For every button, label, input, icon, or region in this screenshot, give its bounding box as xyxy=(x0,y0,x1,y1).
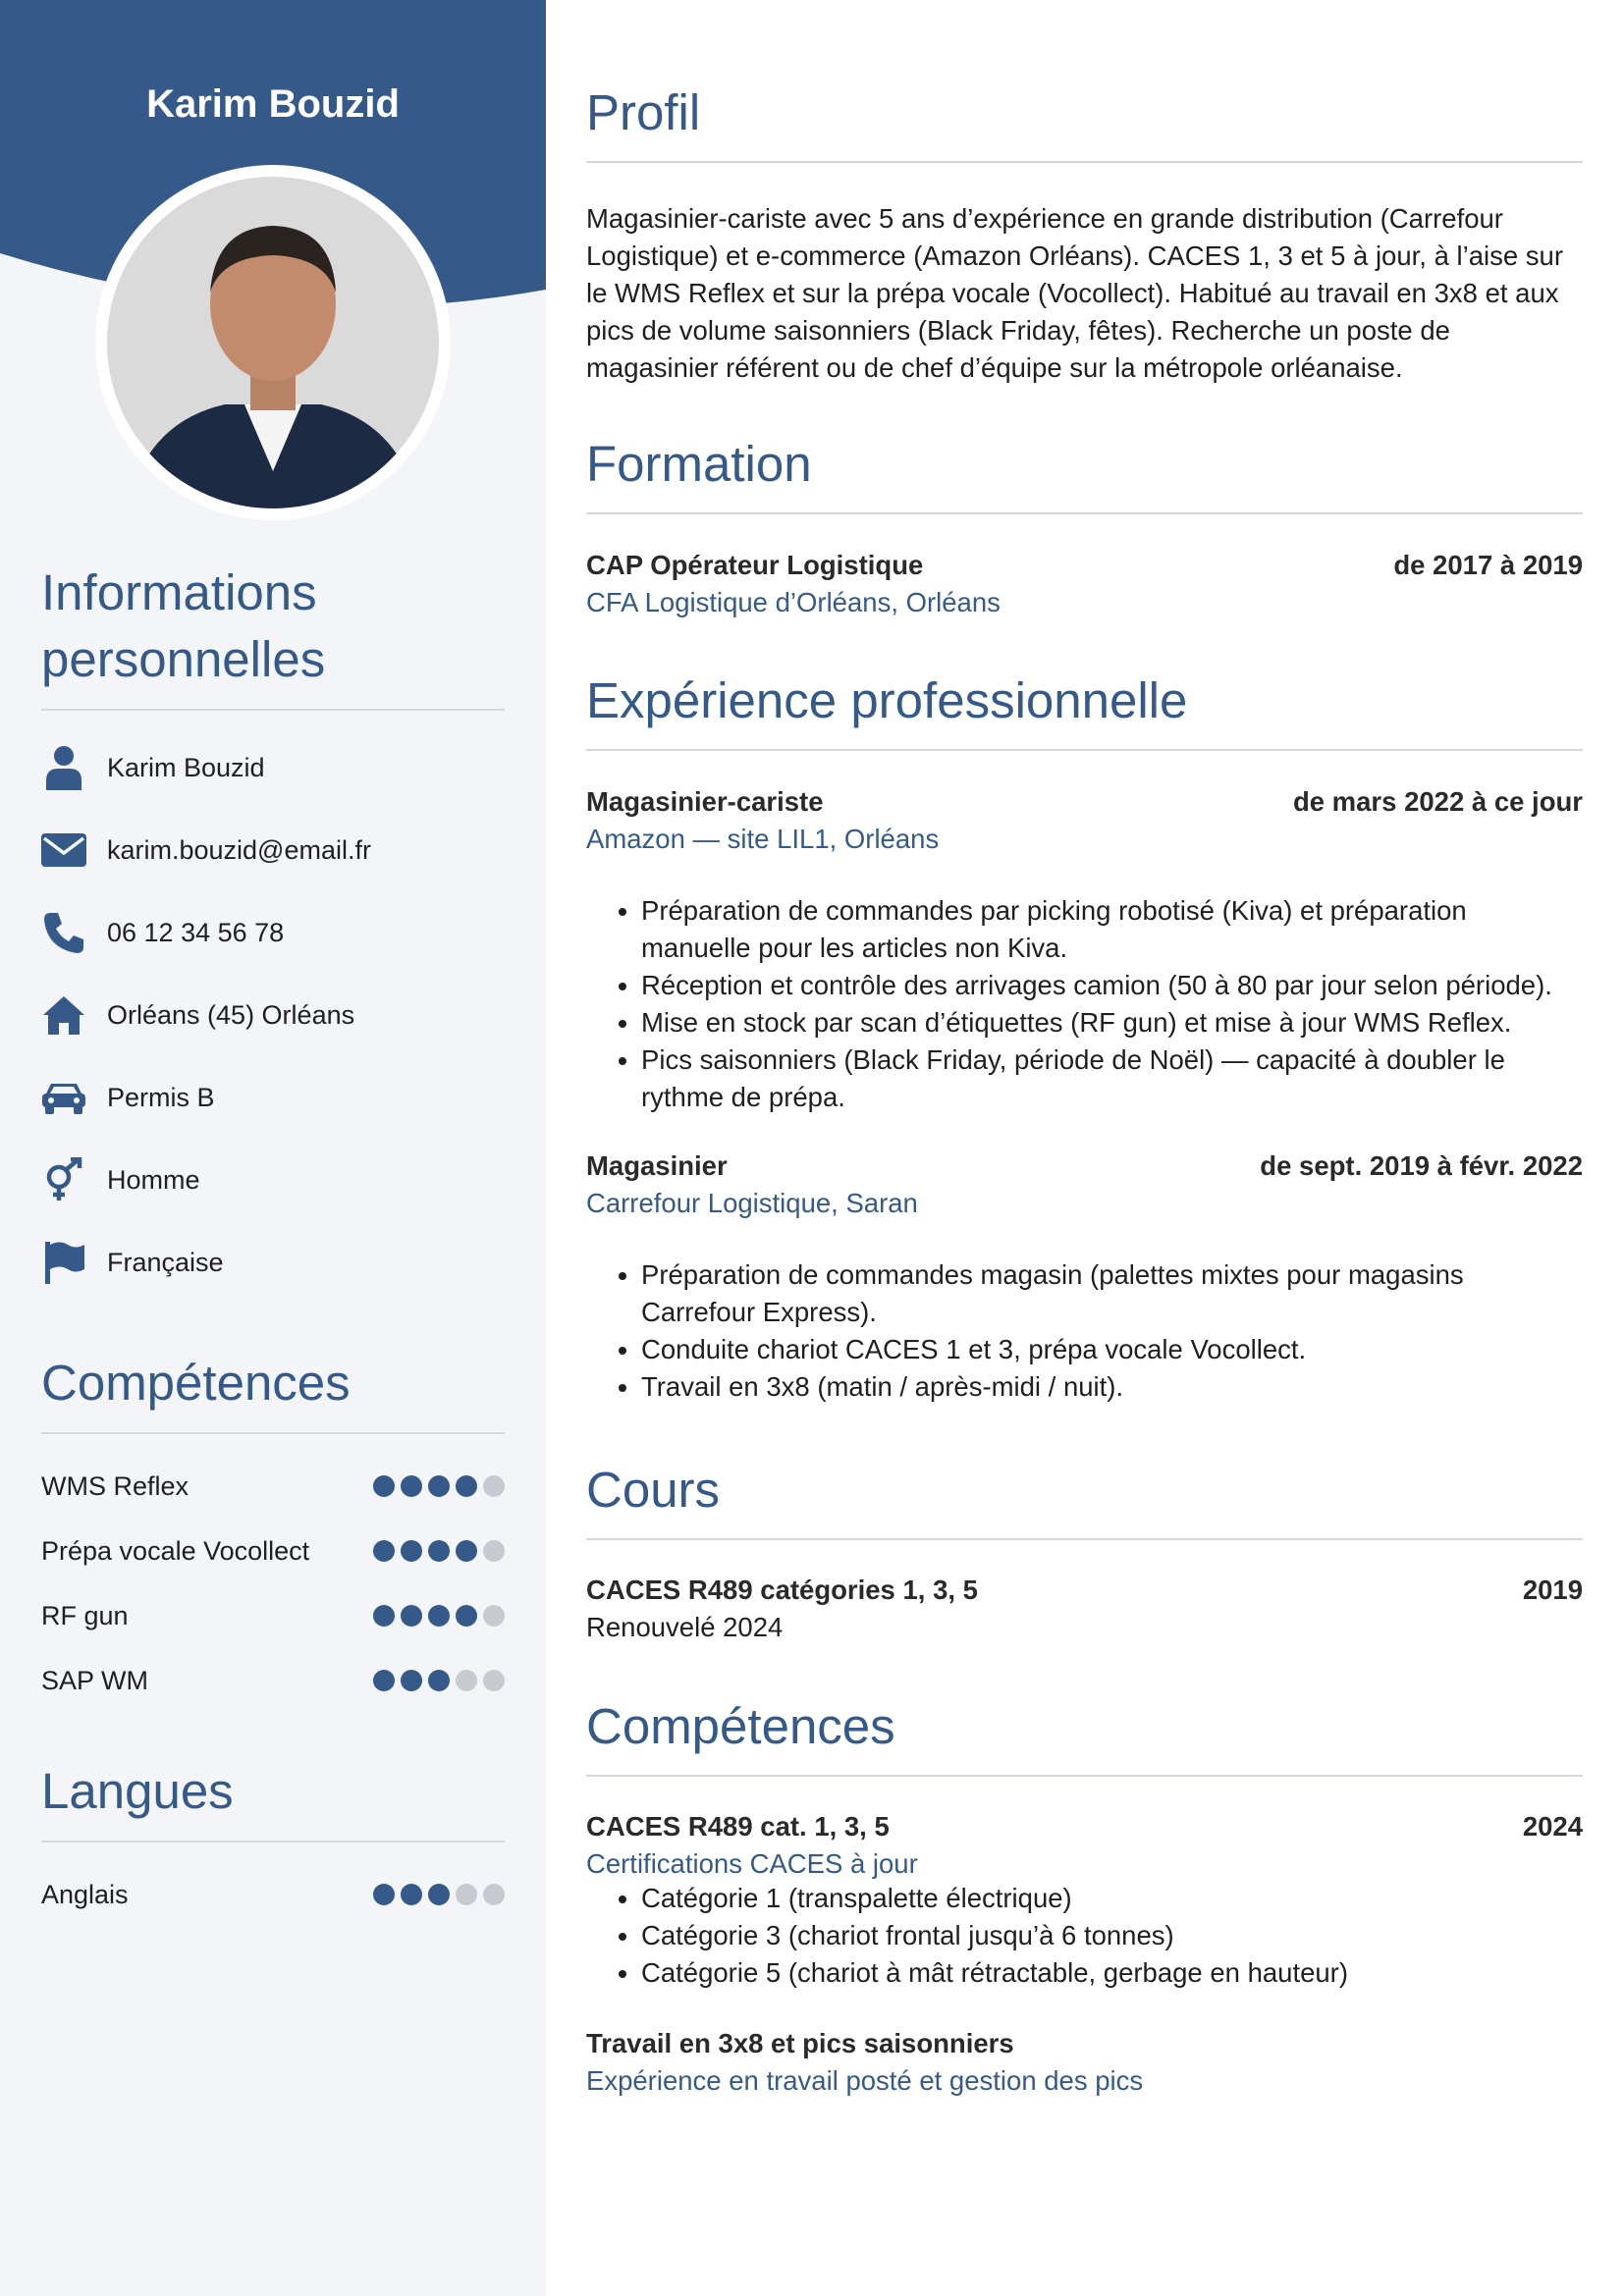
skill-row xyxy=(41,1531,505,1571)
experience-heading: Expérience professionnelle xyxy=(586,670,1583,751)
level-dot-filled xyxy=(401,1475,422,1497)
profile-section xyxy=(586,82,1583,387)
entry-header xyxy=(586,1150,1583,1182)
list-item: • Travail en 3x8 (matin / après-midi / nuit). xyxy=(641,1368,1583,1406)
entry-place: Carrefour Logistique, Saran xyxy=(586,1188,918,1218)
info-row-email xyxy=(41,826,371,875)
envelope-icon xyxy=(41,828,86,873)
list-item: • Pics saisonniers (Black Friday, période de Noël) — capacité à doubler le rythme de prépa. xyxy=(641,1041,1583,1116)
skill-level xyxy=(373,1670,505,1691)
info-email-text[interactable]: karim.bouzid@email.fr xyxy=(107,834,371,865)
info-phone-text[interactable]: 06 12 34 56 78 xyxy=(107,917,285,947)
entry-title: Magasinier-cariste xyxy=(586,786,824,817)
entry-subtitle: Expérience en travail posté et gestion des pics xyxy=(586,2065,1144,2096)
avatar-photo xyxy=(107,177,439,508)
list-item: • Mise en stock par scan d’étiquettes (RF gun) et mise à jour WMS Reflex. xyxy=(641,1004,1583,1041)
info-row-nationality xyxy=(41,1238,224,1287)
course-entry xyxy=(586,1575,1583,1643)
profile-heading: Profil xyxy=(586,82,1583,163)
experience-entry xyxy=(586,1150,1583,1406)
entry-header xyxy=(586,786,1583,818)
profile-text: Magasinier-cariste avec 5 ans d’expérience en grande distribution (Carrefour Logistique) et e-commerce (Amazon Orléans). CACES 1, 3 et 5 à jour, à l’aise sur le WMS Reflex et sur la prépa vocale (Vocollect). Habitué au travail en 3x8 et aux pics de volume saisonniers (Black Friday, fêtes). Recherche un poste de magasinier référent ou de chef d’équipe sur la métropole orléanaise. xyxy=(586,203,1564,383)
sidebar-skills-list xyxy=(41,1467,505,1702)
car-icon xyxy=(41,1075,86,1120)
courses-section xyxy=(586,1460,1583,1540)
level-dot-empty xyxy=(456,1884,477,1905)
education-heading: Formation xyxy=(586,434,1583,514)
level-dot-empty xyxy=(483,1605,505,1627)
level-dot-filled xyxy=(401,1884,422,1905)
entry-header xyxy=(586,1575,1583,1606)
gender-icon xyxy=(41,1157,86,1202)
phone-icon xyxy=(41,910,86,955)
skill-row xyxy=(41,1467,505,1506)
entry-header xyxy=(586,2028,1583,2059)
entry-title: Magasinier xyxy=(586,1150,728,1181)
level-dot-filled xyxy=(401,1605,422,1627)
entry-date: 2019 xyxy=(1522,1575,1583,1605)
level-dot-empty xyxy=(483,1670,505,1691)
level-dot-filled xyxy=(373,1475,395,1497)
list-item: • Conduite chariot CACES 1 et 3, prépa vocale Vocollect. xyxy=(641,1331,1583,1368)
entry-place: Amazon — site LIL1, Orléans xyxy=(586,824,940,854)
level-dot-filled xyxy=(401,1540,422,1562)
entry-note: Renouvelé 2024 xyxy=(586,1612,784,1642)
level-dot-filled xyxy=(428,1884,450,1905)
language-name: Anglais xyxy=(41,1879,129,1909)
education-entry xyxy=(586,550,1583,618)
level-dot-empty xyxy=(483,1540,505,1562)
info-name-text: Karim Bouzid xyxy=(107,752,265,782)
entry-subtitle: Certifications CACES à jour xyxy=(586,1848,918,1879)
skill-row xyxy=(41,1661,505,1700)
experience-section xyxy=(586,670,1583,751)
main-content xyxy=(586,0,1583,2296)
level-dot-filled xyxy=(456,1475,477,1497)
entry-title: CACES R489 catégories 1, 3, 5 xyxy=(586,1575,978,1605)
personal-info-heading-line1: Informations xyxy=(41,564,317,620)
level-dot-filled xyxy=(373,1670,395,1691)
language-row xyxy=(41,1875,505,1914)
languages-section xyxy=(41,1758,505,1842)
entry-date: de 2017 à 2019 xyxy=(1393,550,1583,580)
entry-header xyxy=(586,1811,1583,1842)
skill-name: RF gun xyxy=(41,1600,129,1630)
skill-name: SAP WM xyxy=(41,1665,149,1695)
list-item: • Catégorie 1 (transpalette électrique) xyxy=(641,1880,1583,1917)
level-dot-filled xyxy=(456,1540,477,1562)
skill-row xyxy=(41,1596,505,1635)
skill-level xyxy=(373,1605,505,1627)
list-item: • Préparation de commandes magasin (palettes mixtes pour magasins Carrefour Express). xyxy=(641,1256,1583,1331)
sidebar-skills-section xyxy=(41,1350,505,1434)
entry-header xyxy=(586,550,1583,581)
skill-level xyxy=(373,1540,505,1562)
info-row-gender xyxy=(41,1155,200,1204)
level-dot-filled xyxy=(428,1475,450,1497)
sidebar-skills-heading: Compétences xyxy=(41,1350,505,1434)
info-address-text: Orléans (45) Orléans xyxy=(107,999,355,1030)
skill-entry xyxy=(586,2028,1583,2097)
level-dot-empty xyxy=(456,1670,477,1691)
level-dot-filled xyxy=(373,1540,395,1562)
level-dot-filled xyxy=(428,1540,450,1562)
education-section xyxy=(586,434,1583,514)
entry-place: CFA Logistique d’Orléans, Orléans xyxy=(586,587,1001,617)
level-dot-filled xyxy=(428,1670,450,1691)
entry-date: de sept. 2019 à févr. 2022 xyxy=(1260,1150,1583,1181)
skill-name: WMS Reflex xyxy=(41,1470,189,1501)
entry-date: de mars 2022 à ce jour xyxy=(1292,786,1583,817)
entry-bullets xyxy=(586,892,1583,1116)
personal-info-heading xyxy=(41,560,505,711)
languages-list xyxy=(41,1875,505,1934)
user-icon xyxy=(41,745,86,790)
entry-bullets xyxy=(586,1256,1583,1406)
info-row-name xyxy=(41,743,265,792)
info-gender-text: Homme xyxy=(107,1164,200,1195)
entry-title: CACES R489 cat. 1, 3, 5 xyxy=(586,1811,890,1842)
personal-info-heading-line2: personnelles xyxy=(41,631,326,687)
list-item: • Préparation de commandes par picking robotisé (Kiva) et préparation manuelle pour les articles non Kiva. xyxy=(641,892,1583,967)
courses-heading: Cours xyxy=(586,1460,1583,1540)
info-license-text: Permis B xyxy=(107,1082,215,1112)
level-dot-empty xyxy=(483,1475,505,1497)
candidate-name: Karim Bouzid xyxy=(146,82,400,126)
level-dot-filled xyxy=(373,1884,395,1905)
list-item: • Réception et contrôle des arrivages camion (50 à 80 par jour selon période). xyxy=(641,967,1583,1004)
info-row-address xyxy=(41,990,355,1040)
sidebar xyxy=(0,0,546,2296)
language-level xyxy=(373,1884,505,1905)
level-dot-filled xyxy=(456,1605,477,1627)
entry-bullets xyxy=(586,1880,1583,1992)
home-icon xyxy=(41,992,86,1038)
entry-title: Travail en 3x8 et pics saisonniers xyxy=(586,2028,1014,2058)
level-dot-filled xyxy=(401,1670,422,1691)
level-dot-empty xyxy=(483,1884,505,1905)
skill-entry xyxy=(586,1811,1583,1992)
avatar xyxy=(95,165,451,520)
list-item: • Catégorie 3 (chariot frontal jusqu’à 6 tonnes) xyxy=(641,1917,1583,1954)
info-nationality-text: Française xyxy=(107,1247,224,1277)
flag-icon xyxy=(41,1240,86,1285)
languages-heading: Langues xyxy=(41,1758,505,1842)
entry-title: CAP Opérateur Logistique xyxy=(586,550,924,580)
info-row-license xyxy=(41,1073,215,1122)
personal-info-list xyxy=(41,743,505,1293)
info-row-phone xyxy=(41,908,285,957)
skill-level xyxy=(373,1475,505,1497)
list-item: • Catégorie 5 (chariot à mât rétractable, gerbage en hauteur) xyxy=(641,1954,1583,1992)
personal-info-section xyxy=(41,560,505,711)
level-dot-filled xyxy=(373,1605,395,1627)
skill-name: Prépa vocale Vocollect xyxy=(41,1535,310,1566)
level-dot-filled xyxy=(428,1605,450,1627)
main-skills-heading: Compétences xyxy=(586,1696,1583,1777)
experience-entry xyxy=(586,786,1583,1116)
main-skills-section xyxy=(586,1696,1583,1777)
entry-date: 2024 xyxy=(1522,1811,1583,1842)
